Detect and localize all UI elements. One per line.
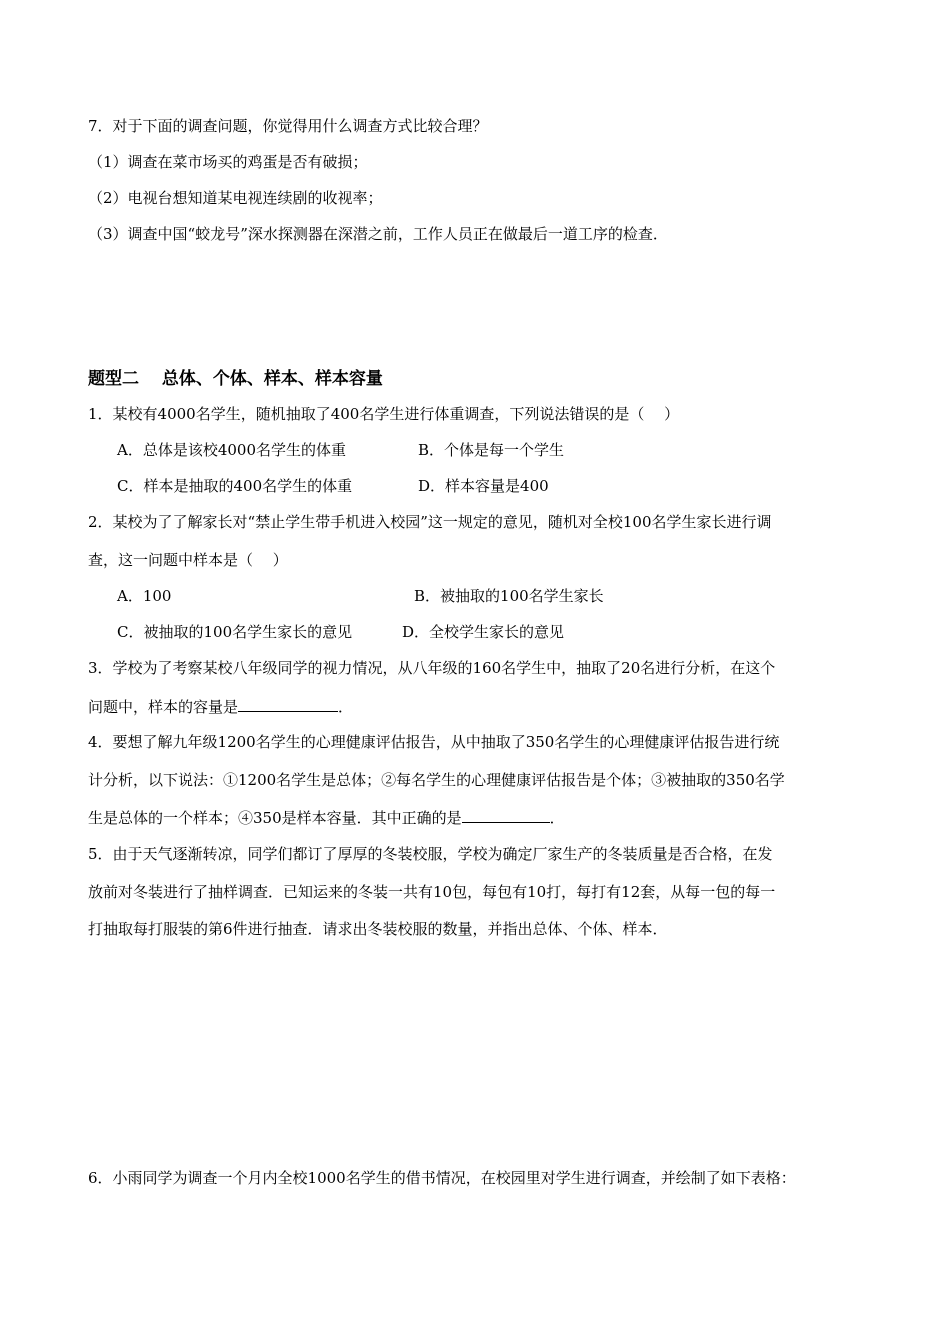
q3-answer-blank[interactable]: [238, 697, 338, 712]
q5-line2: 放前对冬装进行了抽样调查．已知运来的冬装一共有10包，每包有10打，每打有12套，从每一包的每一: [88, 883, 776, 901]
q3-line2: [88, 697, 353, 716]
q2-option-c: C．被抽取的100名学生家长的意见: [117, 623, 353, 641]
q4-line2: 计分析，以下说法：①1200名学生是总体；②每名学生的心理健康评估报告是个体；③被抽取的350名学: [88, 771, 785, 789]
q2-option-b: B．被抽取的100名学生家长: [414, 587, 604, 605]
q4-line3-suffix: ．: [549, 809, 565, 827]
q4-line3-prefix: 生是总体的一个样本；④350是样本容量．其中正确的是: [88, 809, 462, 827]
q6-line1: 6．小雨同学为调查一个月内全校1000名学生的借书情况，在校园里对学生进行调查，并绘制了如下表格：: [88, 1169, 796, 1187]
q1-option-c: C．样本是抽取的400名学生的体重: [117, 477, 353, 495]
section-title: 题型二 总体、个体、样本、样本容量: [88, 369, 383, 389]
q7-stem: 7．对于下面的调查问题，你觉得用什么调查方式比较合理？: [88, 117, 488, 135]
q1-option-a: A．总体是该校4000名学生的体重: [117, 441, 347, 459]
q7-item-3: （3）调查中国“蛟龙号”深水探测器在深潜之前，工作人员正在做最后一道工序的检查．: [88, 225, 668, 243]
q4-answer-blank[interactable]: [462, 808, 550, 823]
q7-item-1: （1）调查在菜市场买的鸡蛋是否有破损；: [88, 153, 368, 171]
q2-option-d: D．全校学生家长的意见: [402, 623, 565, 641]
q3-line2-prefix: 问题中，样本的容量是: [88, 698, 239, 716]
q4-line1: 4．要想了解九年级1200名学生的心理健康评估报告，从中抽取了350名学生的心理健康评估报告进行统: [88, 733, 780, 751]
q3-line1: 3．学校为了考察某校八年级同学的视力情况，从八年级的160名学生中，抽取了20名进行分析，在这个: [88, 659, 776, 677]
q5-line1: 5．由于天气逐渐转凉，同学们都订了厚厚的冬装校服，学校为确定厂家生产的冬装质量是否合格，在发: [88, 845, 773, 863]
q2-stem-line1: 2．某校为了了解家长对“禁止学生带手机进入校园”这一规定的意见，随机对全校100名学生家长进行调: [88, 513, 772, 531]
q5-line3: 打抽取每打服装的第6件进行抽查．请求出冬装校服的数量，并指出总体、个体、样本．: [88, 920, 668, 938]
q2-stem-line2: 查，这一问题中样本是（ ）: [88, 551, 288, 569]
q1-stem: 1．某校有4000名学生，随机抽取了400名学生进行体重调查，下列说法错误的是（ ）: [88, 405, 680, 423]
q1-option-d: D．样本容量是400: [418, 477, 549, 495]
q2-option-a: A．100: [117, 587, 172, 605]
q4-line3: [88, 808, 565, 827]
q7-item-2: （2）电视台想知道某电视连续剧的收视率；: [88, 189, 383, 207]
q1-option-b: B．个体是每一个学生: [418, 441, 565, 459]
q3-line2-suffix: ．: [338, 698, 354, 716]
